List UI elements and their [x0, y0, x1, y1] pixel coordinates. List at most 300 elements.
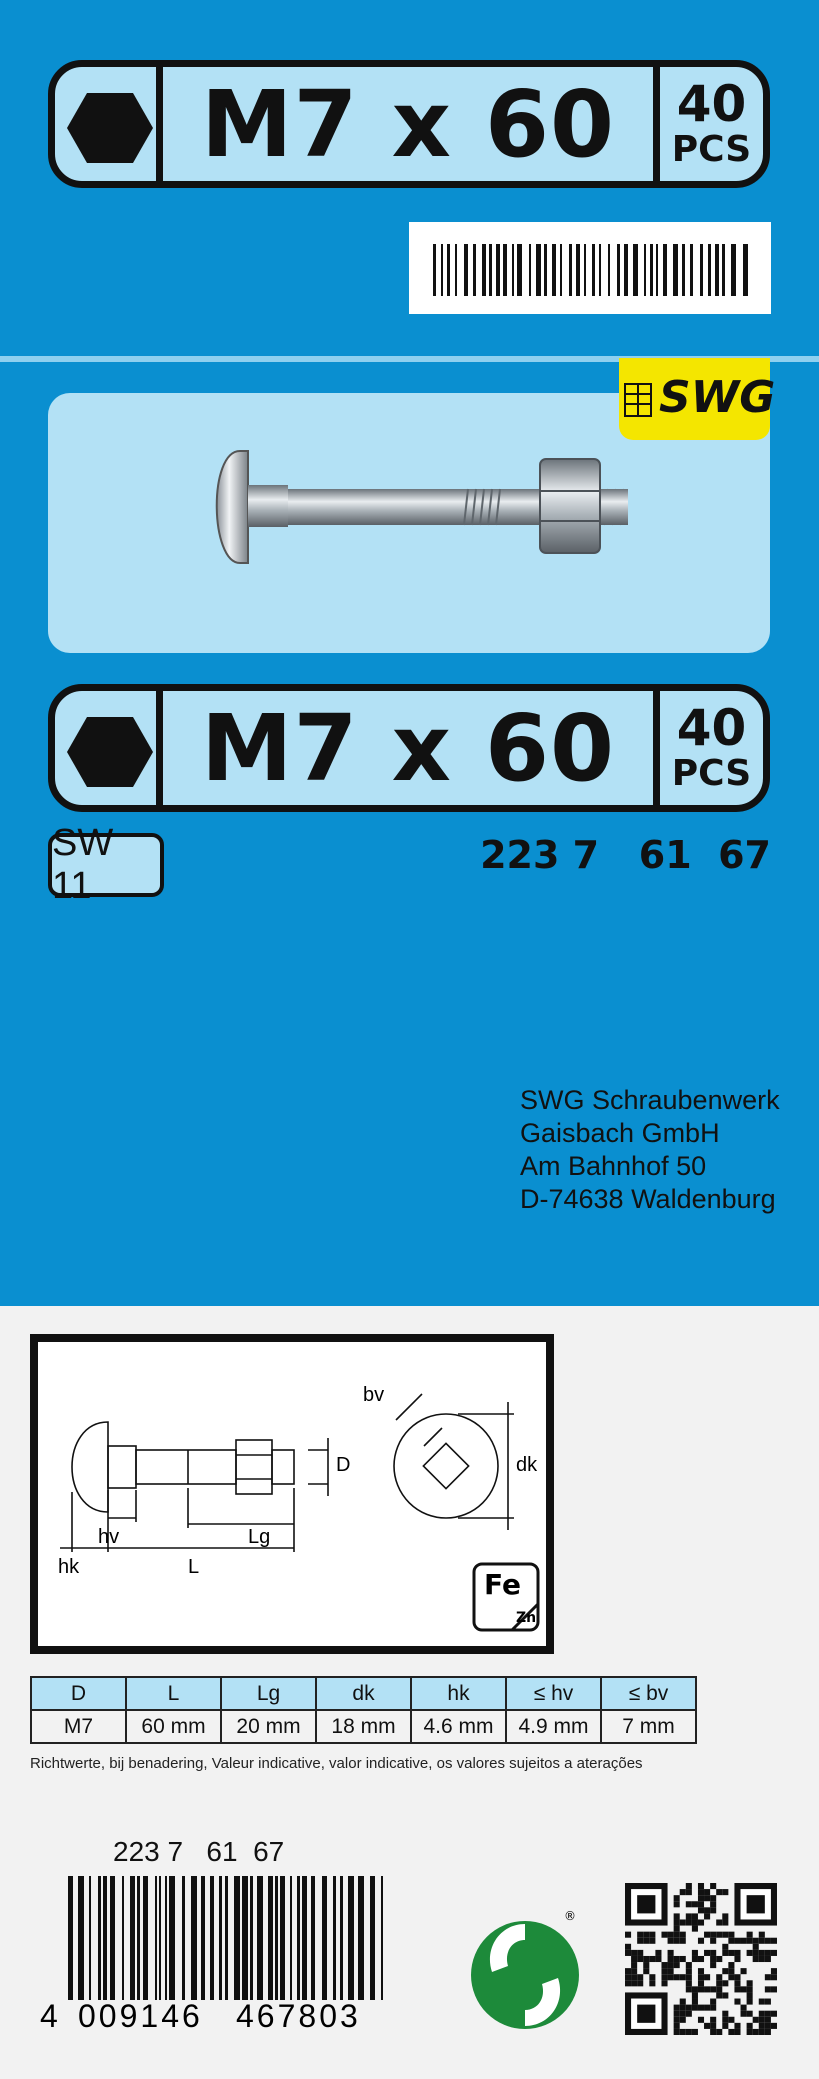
qr-module — [710, 1962, 716, 1968]
qr-module — [698, 1980, 704, 1986]
spec-header-cell: Lg — [221, 1677, 316, 1710]
qr-module — [765, 2017, 771, 2023]
qr-module — [661, 1968, 667, 1974]
qr-module — [674, 2011, 680, 2017]
qr-module — [771, 1938, 777, 1944]
qr-module — [674, 1956, 680, 1962]
qr-module — [680, 1932, 686, 1938]
label-hk: hk — [58, 1556, 80, 1578]
qr-module — [771, 2011, 777, 2017]
barcode-bar — [690, 244, 693, 296]
disclaimer-text: Richtwerte, bij benadering, Valeur indicative, valor indicative, os valores sujeitos a aterações — [30, 1755, 643, 1772]
barcode-bar — [219, 1876, 222, 2000]
size-text: M7 x 60 — [201, 70, 615, 178]
label-L: L — [188, 1556, 200, 1578]
qty-number: 40 — [676, 75, 747, 133]
qr-module — [734, 1938, 740, 1944]
qr-module — [704, 1932, 710, 1938]
qr-module — [716, 2029, 722, 2035]
qr-module — [692, 1999, 698, 2005]
label-dk: dk — [516, 1454, 538, 1476]
qr-module — [674, 2005, 680, 2011]
qr-module — [686, 1889, 692, 1895]
manufacturer-address — [520, 1084, 780, 1216]
qr-module — [753, 2017, 759, 2023]
qr-module — [704, 2023, 710, 2029]
barcode-bar — [482, 244, 486, 296]
qr-module — [728, 1932, 734, 1938]
qr-module — [674, 1913, 680, 1919]
spec-value-cell: 4.6 mm — [411, 1710, 506, 1743]
qr-module — [716, 1889, 722, 1895]
spec-header-cell: ≤ hv — [506, 1677, 601, 1710]
qr-module — [661, 1962, 667, 1968]
barcode-bar — [682, 244, 685, 296]
barcode-bar — [257, 1876, 263, 2000]
qr-module — [698, 1986, 704, 1992]
qr-module — [710, 1907, 716, 1913]
barcode-bar — [225, 1876, 228, 2000]
barcode-bar — [743, 244, 748, 296]
qr-module — [771, 1986, 777, 1992]
qr-module — [643, 1938, 649, 1944]
qr-module — [759, 1999, 765, 2005]
qr-module — [674, 1926, 680, 1932]
size-label-main — [48, 684, 770, 812]
qr-module — [734, 2023, 740, 2029]
qr-module — [747, 1938, 753, 1944]
qr-module — [765, 2029, 771, 2035]
qr-module — [710, 1986, 716, 1992]
qr-module — [728, 2017, 734, 2023]
qr-module — [698, 1901, 704, 1907]
qr-module — [722, 1944, 728, 1950]
qr-module — [765, 2023, 771, 2029]
qr-module — [722, 1968, 728, 1974]
qr-module — [722, 1932, 728, 1938]
qr-module — [765, 1999, 771, 2005]
qr-module — [674, 1962, 680, 1968]
qr-module — [704, 1913, 710, 1919]
qr-module — [674, 1932, 680, 1938]
spec-table-value-row — [31, 1710, 696, 1743]
qr-module — [765, 1974, 771, 1980]
barcode-bar — [700, 244, 703, 296]
qr-module — [698, 1974, 704, 1980]
barcode-bar — [644, 244, 646, 296]
qty-number: 40 — [676, 699, 747, 757]
qr-module — [686, 1962, 692, 1968]
hexagon-icon — [55, 691, 163, 805]
label-Lg: Lg — [248, 1526, 271, 1548]
qr-module — [692, 1992, 698, 1998]
qr-module — [680, 1974, 686, 1980]
qr-module — [698, 1968, 704, 1974]
qr-module — [734, 1986, 740, 1992]
qr-module — [686, 1986, 692, 1992]
qr-module — [649, 1932, 655, 1938]
qr-module — [741, 1986, 747, 1992]
qr-module — [710, 1883, 716, 1889]
barcode-bar — [68, 1876, 73, 2000]
qr-module — [710, 2017, 716, 2023]
qr-module — [722, 1889, 728, 1895]
qr-module — [674, 2023, 680, 2029]
barcode-bar — [624, 244, 628, 296]
barcode-bar — [489, 244, 492, 296]
qr-module — [680, 1889, 686, 1895]
qr-module — [631, 1974, 637, 1980]
qr-module — [716, 1986, 722, 1992]
qr-module — [625, 1974, 631, 1980]
qty-unit: PCS — [671, 753, 752, 794]
qty-unit: PCS — [671, 129, 752, 170]
qr-module — [753, 1938, 759, 1944]
qr-module — [704, 1889, 710, 1895]
barcode-bar — [297, 1876, 300, 2000]
address-line: Gaisbach GmbH — [520, 1118, 720, 1148]
qr-module — [710, 2005, 716, 2011]
qr-module — [728, 1974, 734, 1980]
qr-module — [741, 2011, 747, 2017]
barcode-bar — [473, 244, 476, 296]
qr-module — [747, 1992, 753, 1998]
qr-module — [631, 1968, 637, 1974]
barcode-bar — [722, 244, 725, 296]
barcode-bar — [663, 244, 667, 296]
barcode-bar — [311, 1876, 315, 2000]
qr-module — [716, 1932, 722, 1938]
qr-module — [680, 2011, 686, 2017]
qr-module — [734, 1974, 740, 1980]
qr-module — [759, 1956, 765, 1962]
barcode-bar — [275, 1876, 278, 2000]
qr-module — [722, 2017, 728, 2023]
swg-logo-text: SWG — [659, 372, 776, 423]
barcode-bar — [322, 1876, 327, 2000]
qr-module — [692, 1950, 698, 1956]
qr-module — [686, 2011, 692, 2017]
spec-header-cell: dk — [316, 1677, 411, 1710]
barcode-article-number: 223 7 61 67 — [113, 1836, 285, 1867]
qr-module — [674, 1938, 680, 1944]
qr-module — [637, 2005, 655, 2023]
qr-module — [734, 1950, 740, 1956]
label-hv: hv — [98, 1526, 120, 1548]
barcode-bar — [503, 244, 507, 296]
qr-module — [668, 1932, 674, 1938]
qr-module — [704, 1895, 710, 1901]
barcode-bar — [656, 244, 658, 296]
spec-header-cell: hk — [411, 1677, 506, 1710]
qr-module — [741, 1968, 747, 1974]
barcode-bar — [608, 244, 610, 296]
qr-module — [625, 1932, 631, 1938]
spec-value-cell: 20 mm — [221, 1710, 316, 1743]
qr-module — [631, 1950, 637, 1956]
green-dot-recycling-icon — [470, 1900, 580, 2040]
qr-module — [637, 1932, 643, 1938]
barcode-bar — [159, 1876, 161, 2000]
qr-module — [692, 2029, 698, 2035]
qr-module — [734, 1999, 740, 2005]
qr-module — [674, 1919, 680, 1925]
qr-module — [747, 2029, 753, 2035]
qr-module — [753, 1950, 759, 1956]
barcode-bar — [544, 244, 547, 296]
qr-module — [649, 1938, 655, 1944]
qr-module — [692, 2005, 698, 2011]
qr-module — [722, 1913, 728, 1919]
qr-module — [686, 1974, 692, 1980]
barcode-bar — [592, 244, 595, 296]
spec-value-cell: 18 mm — [316, 1710, 411, 1743]
barcode-bar — [633, 244, 638, 296]
qr-module — [698, 1895, 704, 1901]
address-line: Am Bahnhof 50 — [520, 1151, 707, 1181]
qr-module — [643, 1962, 649, 1968]
qr-module — [637, 1950, 643, 1956]
qr-code — [625, 1883, 777, 2035]
barcode-bar — [78, 1876, 84, 2000]
qr-module — [668, 1938, 674, 1944]
ean-barcode — [40, 1876, 380, 2036]
qr-module — [668, 1950, 674, 1956]
qr-module — [734, 2029, 740, 2035]
barcode-bar — [98, 1876, 101, 2000]
qr-module — [668, 1962, 674, 1968]
barcode-bar — [201, 1876, 205, 2000]
qr-module — [710, 2029, 716, 2035]
barcode-bar — [569, 244, 572, 296]
qr-module — [698, 1956, 704, 1962]
qr-module — [747, 1950, 753, 1956]
qr-module — [680, 2017, 686, 2023]
qr-module — [692, 1913, 698, 1919]
qr-module — [637, 1938, 643, 1944]
qr-module — [771, 1974, 777, 1980]
barcode-bar — [599, 244, 601, 296]
qr-module — [728, 1950, 734, 1956]
barcode-bar — [340, 1876, 343, 2000]
qr-module — [759, 2011, 765, 2017]
qr-module — [625, 1944, 631, 1950]
barcode-bar — [290, 1876, 292, 2000]
spec-header-cell: D — [31, 1677, 126, 1710]
barcode-bar — [242, 1876, 248, 2000]
qr-module — [637, 1895, 655, 1913]
barcode-bar — [464, 244, 468, 296]
qr-module — [698, 2005, 704, 2011]
barcode-bar — [536, 244, 541, 296]
barcode-bar — [496, 244, 500, 296]
qr-module — [686, 1980, 692, 1986]
size-label-top — [48, 60, 770, 188]
qr-module — [747, 1999, 753, 2005]
spec-header-cell: ≤ bv — [601, 1677, 696, 1710]
qr-module — [759, 2023, 765, 2029]
qr-module — [728, 1968, 734, 1974]
qr-module — [759, 1950, 765, 1956]
qr-module — [668, 1956, 674, 1962]
barcode-bar — [560, 244, 562, 296]
barcode-bar — [143, 1876, 148, 2000]
qr-module — [692, 1956, 698, 1962]
address-line: SWG Schraubenwerk — [520, 1085, 780, 1115]
barcode-bar — [210, 1876, 214, 2000]
address-line: D-74638 Waldenburg — [520, 1184, 776, 1214]
qr-module — [771, 1950, 777, 1956]
barcode-bar — [122, 1876, 124, 2000]
qr-module — [686, 1913, 692, 1919]
qr-module — [734, 1956, 740, 1962]
barcode-bar — [348, 1876, 354, 2000]
wrench-size-badge: SW 11 — [48, 833, 164, 897]
barcode-bar — [576, 244, 580, 296]
qr-module — [704, 2005, 710, 2011]
qr-module — [710, 1956, 716, 1962]
barcode-bar — [234, 1876, 240, 2000]
qr-module — [661, 1974, 667, 1980]
barcode-bar — [280, 1876, 285, 2000]
barcode-bar — [268, 1876, 273, 2000]
qr-module — [765, 1938, 771, 1944]
spec-value-cell: 4.9 mm — [506, 1710, 601, 1743]
qr-module — [765, 1986, 771, 1992]
qr-module — [771, 2023, 777, 2029]
qr-module — [710, 1895, 716, 1901]
qr-module — [747, 2023, 753, 2029]
qr-module — [698, 1919, 704, 1925]
qr-module — [765, 1956, 771, 1962]
qr-module — [759, 1932, 765, 1938]
article-number: 223 7 61 67 — [480, 833, 771, 877]
qr-module — [747, 1980, 753, 1986]
barcode-bar — [584, 244, 586, 296]
qr-module — [753, 1944, 759, 1950]
barcode-bar — [673, 244, 678, 296]
qr-module — [637, 1980, 643, 1986]
swg-logo — [619, 358, 776, 440]
qr-module — [692, 1919, 698, 1925]
qr-module — [674, 1901, 680, 1907]
qr-module — [643, 1932, 649, 1938]
qr-module — [704, 1950, 710, 1956]
qr-module — [674, 1895, 680, 1901]
barcode-bar — [250, 1876, 253, 2000]
ean-digits-right: 467803 — [236, 1998, 361, 2034]
qr-module — [631, 1962, 637, 1968]
qr-module — [753, 2029, 759, 2035]
qr-module — [674, 1974, 680, 1980]
qr-module — [668, 1974, 674, 1980]
qr-module — [680, 2005, 686, 2011]
qr-module — [649, 1956, 655, 1962]
qr-module — [631, 1980, 637, 1986]
qr-module — [747, 1932, 753, 1938]
barcode-bar — [302, 1876, 307, 2000]
qr-module — [704, 1974, 710, 1980]
qr-module — [704, 1907, 710, 1913]
qr-module — [716, 1919, 722, 1925]
qr-module — [710, 1932, 716, 1938]
technical-drawing — [30, 1334, 554, 1654]
qr-module — [686, 1968, 692, 1974]
spec-value-cell: M7 — [31, 1710, 126, 1743]
ean-digits-left: 009146 — [78, 1998, 203, 2034]
material-badge-zn: Zn — [516, 1610, 537, 1626]
material-badge-fe: Fe — [484, 1568, 521, 1601]
qr-module — [722, 2011, 728, 2017]
qr-module — [655, 1956, 661, 1962]
barcode-bar — [110, 1876, 115, 2000]
qr-module — [722, 1980, 728, 1986]
barcode-bar — [455, 244, 457, 296]
pcs-cell — [653, 691, 763, 805]
pcs-cell — [653, 67, 763, 181]
qr-module — [692, 1901, 698, 1907]
qr-module — [734, 1980, 740, 1986]
qr-module — [680, 1999, 686, 2005]
barcode-bar — [169, 1876, 175, 2000]
qr-module — [710, 1938, 716, 1944]
barcode-bar — [89, 1876, 91, 2000]
qr-module — [692, 1926, 698, 1932]
qr-module — [680, 1956, 686, 1962]
qr-module — [668, 1968, 674, 1974]
qr-module — [680, 1919, 686, 1925]
qr-module — [716, 1992, 722, 1998]
qr-module — [728, 1938, 734, 1944]
qr-module — [625, 1980, 631, 1986]
qr-module — [661, 1980, 667, 1986]
qr-module — [680, 1938, 686, 1944]
barcode-bar — [130, 1876, 135, 2000]
qr-module — [637, 1974, 643, 1980]
qr-module — [759, 1938, 765, 1944]
qr-module — [643, 1968, 649, 1974]
qr-module — [686, 1901, 692, 1907]
barcode-bar — [137, 1876, 140, 2000]
qr-module — [759, 2029, 765, 2035]
qr-module — [741, 1938, 747, 1944]
qr-module — [655, 1950, 661, 1956]
qr-module — [704, 1986, 710, 1992]
qr-module — [710, 1901, 716, 1907]
spec-header-cell: L — [126, 1677, 221, 1710]
label-D: D — [336, 1454, 351, 1476]
spec-value-cell: 7 mm — [601, 1710, 696, 1743]
svg-text:®: ® — [564, 1909, 576, 1923]
barcode-bar — [517, 244, 522, 296]
qr-module — [722, 1992, 728, 1998]
qr-module — [722, 2023, 728, 2029]
qr-module — [698, 1907, 704, 1913]
qr-module — [716, 1956, 722, 1962]
barcode-bar — [182, 1876, 185, 2000]
qr-module — [759, 2017, 765, 2023]
qr-module — [716, 1974, 722, 1980]
qr-module — [771, 1968, 777, 1974]
qr-module — [686, 2005, 692, 2011]
hexagon-icon — [55, 67, 163, 181]
qr-module — [680, 2029, 686, 2035]
spec-table-header-row — [31, 1677, 696, 1710]
qr-module — [698, 1938, 704, 1944]
qr-module — [747, 1895, 765, 1913]
barcode-bar — [333, 1876, 336, 2000]
spec-table — [30, 1676, 697, 1744]
